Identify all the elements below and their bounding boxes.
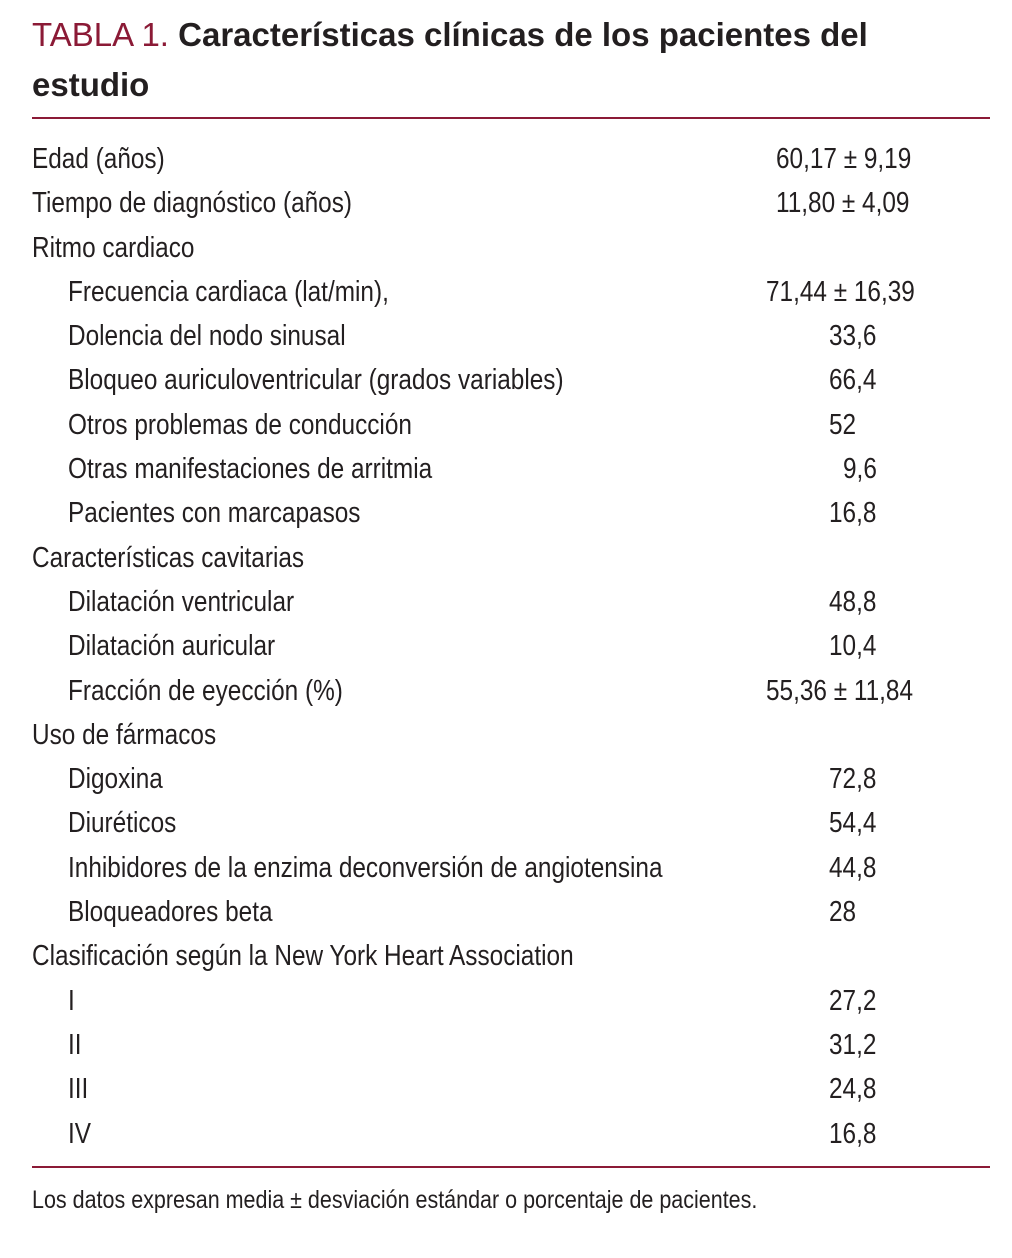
row-label: II xyxy=(68,1028,82,1061)
row-value: 55,36 ± 11,84 xyxy=(766,674,914,707)
row-value: 16,8 xyxy=(829,1117,877,1150)
characteristics-table xyxy=(0,137,1012,1156)
row-label: Fracción de eyección (%) xyxy=(68,674,343,707)
row-value: 71,44 ± 16,39 xyxy=(766,275,915,308)
bottom-divider xyxy=(32,1166,990,1168)
row-label: Diuréticos xyxy=(68,807,177,840)
row-label: IV xyxy=(68,1117,92,1150)
top-divider xyxy=(32,117,990,119)
row-label: Dolencia del nodo sinusal xyxy=(68,320,346,353)
row-label: Inhibidores de la enzima deconversión de angiotensina xyxy=(68,851,663,884)
table-row xyxy=(0,801,1012,845)
row-label: Edad (años) xyxy=(32,143,165,175)
table-row xyxy=(0,890,1012,934)
table-row xyxy=(0,1023,1012,1067)
table-row xyxy=(0,491,1012,535)
row-value: 9,6 xyxy=(843,453,877,486)
row-value: 27,2 xyxy=(829,984,877,1017)
section-label: Características cavitarias xyxy=(32,541,305,574)
table-row xyxy=(0,314,1012,358)
row-value: 33,6 xyxy=(829,320,877,353)
section-header-row xyxy=(0,934,1012,978)
section-label: Ritmo cardiaco xyxy=(32,231,195,264)
row-label: Otros problemas de conducción xyxy=(68,408,412,441)
table-number-label: TABLA 1. xyxy=(32,16,169,53)
row-value: 48,8 xyxy=(829,585,877,618)
row-label: Bloqueo auriculoventricular (grados variables) xyxy=(68,364,564,397)
table-row xyxy=(0,270,1012,314)
row-value: 28 xyxy=(829,896,857,929)
row-value: 72,8 xyxy=(829,763,877,796)
table-title xyxy=(32,10,992,110)
table-row xyxy=(0,757,1012,801)
section-header-row xyxy=(0,536,1012,580)
table-row xyxy=(0,137,1012,181)
row-label: III xyxy=(68,1073,89,1106)
table-title-text: Características clínicas de los pacientes del estudio xyxy=(32,16,868,103)
row-value: 66,4 xyxy=(829,364,877,397)
table-row xyxy=(0,181,1012,225)
table-row xyxy=(0,979,1012,1023)
row-value: 60,17 ± 9,19 xyxy=(776,143,912,175)
row-value: 31,2 xyxy=(829,1028,877,1061)
row-value: 54,4 xyxy=(829,807,877,840)
section-header-row xyxy=(0,713,1012,757)
row-value: 44,8 xyxy=(829,851,877,884)
row-label: Dilatación auricular xyxy=(68,630,276,663)
row-label: Frecuencia cardiaca (lat/min), xyxy=(68,275,389,308)
row-value: 10,4 xyxy=(829,630,877,663)
section-label: Uso de fármacos xyxy=(32,718,217,751)
table-row xyxy=(0,358,1012,402)
section-label: Clasificación según la New York Heart Association xyxy=(32,940,574,973)
row-label: Dilatación ventricular xyxy=(68,585,295,618)
row-label: I xyxy=(68,984,75,1017)
table-row xyxy=(0,846,1012,890)
row-label: Digoxina xyxy=(68,763,163,796)
row-label: Bloqueadores beta xyxy=(68,896,273,929)
row-value: 11,80 ± 4,09 xyxy=(776,187,910,220)
table-row xyxy=(0,403,1012,447)
row-value: 16,8 xyxy=(829,497,877,530)
table-row xyxy=(0,1067,1012,1111)
row-label: Otras manifestaciones de arritmia xyxy=(68,453,433,486)
section-header-row xyxy=(0,226,1012,270)
row-label: Pacientes con marcapasos xyxy=(68,497,361,530)
table-row xyxy=(0,669,1012,713)
table-row xyxy=(0,447,1012,491)
table-row xyxy=(0,580,1012,624)
table-footnote: Los datos expresan media ± desviación estándar o porcentaje de pacientes. xyxy=(32,1186,758,1214)
table-row xyxy=(0,1112,1012,1156)
table-row xyxy=(0,624,1012,668)
row-value: 24,8 xyxy=(829,1073,877,1106)
row-label: Tiempo de diagnóstico (años) xyxy=(32,187,353,220)
row-value: 52 xyxy=(829,408,857,441)
